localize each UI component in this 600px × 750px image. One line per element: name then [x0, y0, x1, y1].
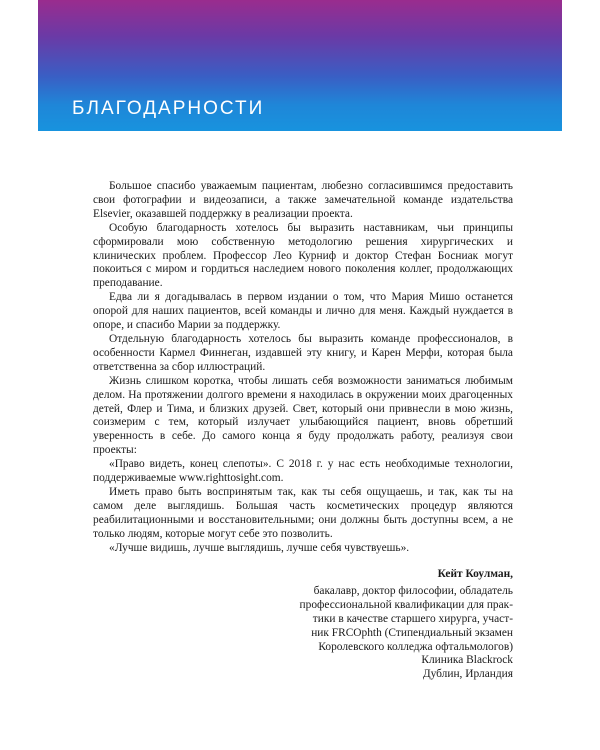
signature-block [250, 568, 513, 682]
paragraph: Едва ли я догадывалась в первом издании о том, что Мария Мишо останется опорой для наших пациентов, всей команды и лично для меня. Каждый нуждается в опоре, и спасибо Марии за поддержку. [93, 291, 513, 332]
paragraph: «Право видеть, конец слепоты». С 2018 г. у нас есть необходимые технологии, поддерживаемые www.righttosight.com. [93, 458, 513, 485]
paragraph: «Лучше видишь, лучше выглядишь, лучше себя чувствуешь». [109, 541, 410, 554]
paragraph: Жизнь слишком коротка, чтобы лишать себя возможности заниматься любимым делом. На протяжении долгого времени я находилась в окружении моих драгоценных детей, Флер и Тима, и близких друзей. Свет, который они привнесли в мою жизнь, соизмерим с тем, который излучает улыбающийся пациент, вновь обретший уверенность в себе. До самого конца я буду продолжать работу, реализуя свои проекты: [93, 374, 513, 457]
header-banner [38, 0, 562, 131]
paragraph: Особую благодарность хотелось бы выразить наставникам, чьи принципы сформировали мою собственную методологию решения хирургических и клинических проблем. Профессор Лео Курниф и доктор Стефан Босниак могут покоиться с миром и гордиться наследием нового поколения коллег, продолжающих преподавание. [93, 221, 513, 290]
credential-line: бакалавр, доктор философии, обладатель [313, 584, 513, 597]
credential-line: профессиональной квалификации для прак- [299, 598, 513, 611]
credential-line: Королевского колледжа офтальмологов) [318, 640, 513, 653]
location: Дублин, Ирландия [422, 668, 513, 681]
credential-line: ник FRCOphth (Стипендиальный экзамен [311, 626, 513, 639]
page-title: БЛАГОДАРНОСТИ [72, 98, 265, 119]
paragraph: Иметь право быть воспринятым так, как ты себя ощущаешь, и так, как ты на самом деле выглядишь. Большая часть косметических процедур являются реабилитационными и восстановительными; они должны быть доступны всем, а не только людям, которые могут себе это позволить. [93, 485, 513, 540]
clinic-name: Клиника Blackrock [421, 654, 513, 667]
acknowledgements-body [93, 180, 513, 555]
paragraph: Отдельную благодарность хотелось бы выразить команде профессионалов, в особенности Кармел Финнеган, издавшей эту книгу, и Карен Мерфи, которая была ответственна за сбор иллюстраций. [93, 332, 513, 373]
author-name: Кейт Коулман, [437, 568, 513, 580]
paragraph: Большое спасибо уважаемым пациентам, любезно согласившимся предоставить свои фотографии и видеозаписи, а также замечательной команде издательства Elsevier, оказавшей поддержку в реализации проекта. [93, 180, 513, 220]
credential-line: тики в качестве старшего хирурга, участ- [312, 612, 513, 625]
